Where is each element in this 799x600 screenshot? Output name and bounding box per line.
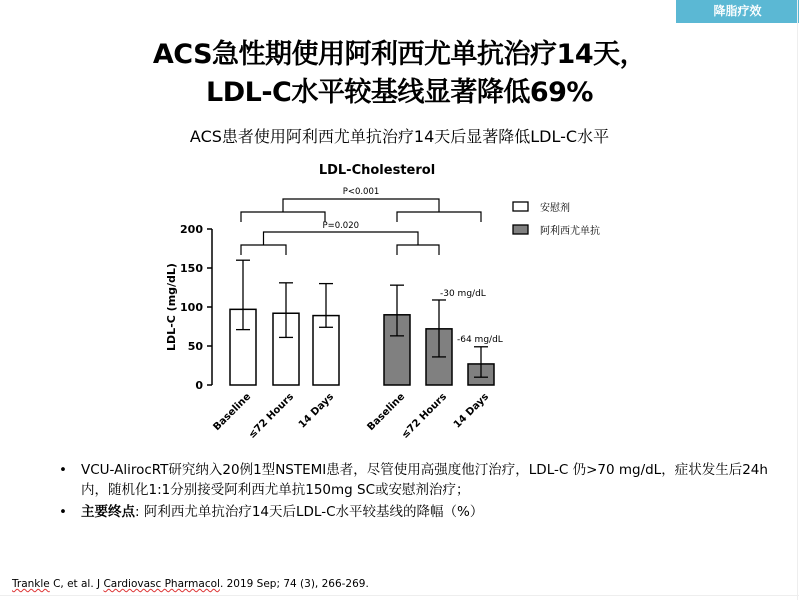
x-tick-label: 14 Days	[296, 391, 337, 431]
x-tick-label: ≤72 Hours	[246, 391, 297, 441]
significance-label: P<0.001	[342, 187, 380, 197]
bullet-item-endpoint	[59, 502, 779, 522]
slide-border-right	[797, 0, 798, 600]
significance-bracket	[397, 212, 481, 222]
x-tick-label: Baseline	[211, 391, 254, 433]
reference-part-2: . 2019 Sep; 74 (3), 266-269.	[219, 578, 369, 590]
y-tick-label: 100	[180, 301, 203, 314]
reference-author: Trankle	[12, 578, 50, 590]
change-annotation: -64 mg/dL	[457, 335, 503, 345]
slide-border-bottom	[0, 595, 799, 596]
chart-title: LDL-Cholesterol	[318, 163, 436, 178]
significance-bracket	[283, 199, 439, 212]
bullet-text: VCU-AlirocRT研究纳入20例1型NSTEMI患者，尽管使用高强度他汀治疗，LDL-C 仍>70 mg/dL，症状发生后24h内，随机化1:1分别接受阿利西尤单抗150mg SC或安慰剂治疗；	[81, 462, 768, 498]
significance-label: P=0.020	[322, 221, 360, 231]
bullet-text: : 阿利西尤单抗治疗14天后LDL-C水平较基线的降幅（%）	[135, 504, 484, 520]
section-tag: 降脂疗效	[676, 0, 799, 23]
bullet-bold-label: 主要终点	[81, 504, 135, 520]
reference-journal: Cardiovasc Pharmacol	[103, 578, 220, 590]
significance-bracket	[264, 232, 419, 245]
bullet-dot: •	[59, 462, 67, 478]
significance-bracket	[241, 212, 325, 222]
page-title-line-1: ACS急性期使用阿利西尤单抗治疗14天，	[152, 39, 647, 70]
reference-citation	[12, 578, 369, 590]
x-tick-label: Baseline	[365, 391, 408, 433]
y-tick-label: 150	[180, 262, 203, 275]
legend-swatch	[513, 225, 528, 234]
chart-subtitle: ACS患者使用阿利西尤单抗治疗14天后显著降低LDL-C水平	[189, 127, 610, 146]
ldl-chart	[150, 152, 630, 452]
change-annotation: -30 mg/dL	[440, 289, 486, 299]
y-tick-label: 50	[187, 340, 203, 353]
y-tick-label: 200	[180, 223, 203, 236]
legend-label: 阿利西尤单抗	[540, 226, 600, 237]
y-axis-label: LDL-C (mg/dL)	[165, 263, 178, 351]
bullet-dot: •	[59, 504, 67, 520]
significance-bracket	[397, 245, 439, 255]
x-tick-label: 14 Days	[451, 391, 492, 431]
x-tick-label: ≤72 Hours	[399, 391, 450, 441]
significance-bracket	[241, 245, 286, 255]
reference-part: C, et al. J	[49, 578, 104, 590]
legend-swatch	[513, 202, 528, 211]
legend-label: 安慰剂	[540, 203, 570, 214]
y-tick-label: 0	[195, 379, 203, 392]
page-title-line-2: LDL-C水平较基线显著降低69%	[206, 77, 593, 108]
bullet-item-study	[59, 460, 779, 500]
bullet-list	[59, 460, 779, 524]
